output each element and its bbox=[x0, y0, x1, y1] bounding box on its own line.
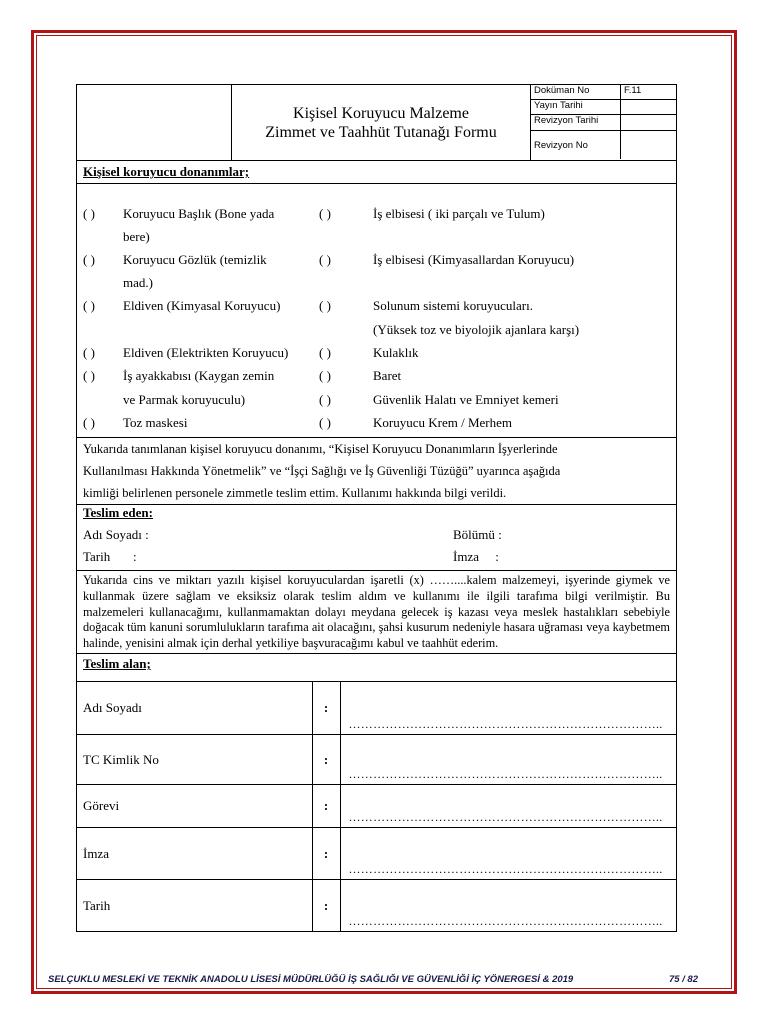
delivered-by-section bbox=[77, 505, 676, 571]
declaration-text bbox=[77, 438, 676, 505]
equipment-item: Eldiven (Elektrikten Koruyucu) bbox=[123, 345, 289, 360]
title-line-2: Zimmet ve Taahhüt Tutanağı Formu bbox=[265, 123, 497, 141]
equipment-item: İş elbisesi (Kimyasallardan Koruyucu) bbox=[373, 252, 575, 267]
equipment-list bbox=[77, 184, 676, 438]
delivered-by-department-label: Bölümü : bbox=[453, 527, 502, 542]
equipment-item: Koruyucu Krem / Merhem bbox=[373, 415, 512, 430]
meta-row bbox=[531, 85, 676, 100]
delivered-by-signature-label: İmza : bbox=[453, 549, 499, 564]
row-colon: : bbox=[312, 735, 340, 785]
equipment-item: Güvenlik Halatı ve Emniyet kemeri bbox=[373, 392, 559, 407]
meta-value: F.11 bbox=[624, 85, 642, 96]
row-colon: : bbox=[312, 828, 340, 880]
meta-row bbox=[531, 100, 676, 115]
delivered-by-heading: Teslim eden: bbox=[83, 505, 153, 520]
page-number: 75 / 82 bbox=[668, 974, 698, 985]
equipment-item: Koruyucu Gözlük (temizlik bbox=[123, 252, 267, 267]
meta-row bbox=[531, 115, 676, 131]
row-colon: : bbox=[312, 880, 340, 931]
received-by-table bbox=[77, 682, 676, 931]
equipment-heading: Kişisel koruyucu donanımlar; bbox=[77, 161, 676, 184]
page-footer bbox=[48, 974, 698, 985]
received-by-heading: Teslim alan; bbox=[77, 654, 676, 682]
row-label: Tarih bbox=[77, 880, 312, 931]
equipment-item: Baret bbox=[373, 368, 402, 383]
checkbox[interactable]: ( ) bbox=[83, 252, 95, 267]
declaration-line: kimliği belirlenen personele zimmetle teslim ettim. Kullanımı hakkında bilgi verildi. bbox=[83, 486, 507, 500]
meta-key: Revizyon Tarihi bbox=[531, 115, 621, 130]
declaration-line: Yukarıda tanımlanan kişisel koruyucu donanımı, “Kişisel Koruyucu Donanımların İşyerlerinde bbox=[83, 442, 558, 456]
checkbox[interactable]: ( ) bbox=[319, 392, 331, 407]
meta-value bbox=[621, 131, 676, 159]
meta-value bbox=[621, 100, 676, 114]
title-line-1: Kişisel Koruyucu Malzeme bbox=[293, 104, 469, 122]
row-colon: : bbox=[312, 785, 340, 828]
fill-in-field[interactable]: ………………………………………………………………….. bbox=[340, 785, 676, 828]
checkbox[interactable]: ( ) bbox=[319, 368, 331, 383]
checkbox[interactable]: ( ) bbox=[83, 368, 95, 383]
commitment-text: Yukarıda cins ve miktarı yazılı kişisel koruyuculardan işaretli (x) ……....kalem malzemeyi, işyerinde giymek ve kullanmak üzere sağlam ve eksiksiz olarak teslim aldım ve kullanımı ile ilgili tarafıma bilgi verilmiştir. Bu malzemeleri kullanacağımı, kullanmamaktan dolayı meydana gelecek iş kazası veya meslek hastalıkları sebebiyle doğacak tüm kanuni sorumlulukların tarafıma ait olacağını, şahsi kusurum nedeniyle hasara uğraması veya kaybetmem halinde, yenisini almak için derhal yetkiliye başvuracağımı kabul ve taahhüt ederim. bbox=[77, 571, 676, 654]
equipment-item: Eldiven (Kimyasal Koruyucu) bbox=[123, 298, 281, 313]
equipment-item-cont: mad.) bbox=[123, 275, 153, 290]
checkbox[interactable]: ( ) bbox=[319, 298, 331, 313]
fill-in-field[interactable]: ………………………………………………………………….. bbox=[340, 828, 676, 880]
row-label: Adı Soyadı bbox=[77, 682, 312, 735]
checkbox[interactable]: ( ) bbox=[319, 345, 331, 360]
checkbox[interactable]: ( ) bbox=[319, 206, 331, 221]
equipment-item-cont: bere) bbox=[123, 229, 150, 244]
checkbox[interactable]: ( ) bbox=[83, 206, 95, 221]
equipment-item: Toz maskesi bbox=[123, 415, 188, 430]
table-row bbox=[77, 828, 676, 880]
equipment-item: Kulaklık bbox=[373, 345, 419, 360]
row-colon: : bbox=[312, 682, 340, 735]
meta-value bbox=[621, 115, 676, 130]
meta-row bbox=[531, 131, 676, 159]
equipment-item-cont: (Yüksek toz ve biyolojik ajanlara karşı) bbox=[373, 322, 580, 337]
delivered-by-date-label: Tarih : bbox=[83, 549, 137, 564]
equipment-item: Solunum sistemi koruyucuları. bbox=[373, 298, 533, 313]
equipment-item: Koruyucu Başlık (Bone yada bbox=[123, 206, 275, 221]
table-row bbox=[77, 735, 676, 785]
checkbox[interactable]: ( ) bbox=[83, 415, 95, 430]
meta-key: Doküman No bbox=[531, 85, 621, 99]
table-row bbox=[77, 785, 676, 828]
form-title bbox=[232, 85, 531, 160]
table-row bbox=[77, 880, 676, 931]
equipment-item-cont: ve Parmak koruyuculu) bbox=[123, 392, 246, 407]
meta-key: Revizyon No bbox=[531, 131, 621, 159]
checkbox[interactable]: ( ) bbox=[83, 298, 95, 313]
checkbox[interactable]: ( ) bbox=[319, 252, 331, 267]
equipment-item: İş ayakkabısı (Kaygan zemin bbox=[123, 368, 275, 383]
row-label: TC Kimlik No bbox=[77, 735, 312, 785]
fill-in-field[interactable]: ………………………………………………………………….. bbox=[340, 735, 676, 785]
equipment-item: İş elbisesi ( iki parçalı ve Tulum) bbox=[373, 206, 545, 221]
document-meta bbox=[531, 85, 676, 160]
footer-title: SELÇUKLU MESLEKİ VE TEKNİK ANADOLU LİSESİ MÜDÜRLÜĞÜ İŞ SAĞLIĞI VE GÜVENLİĞİ İÇ YÖNERGESİ & 2019 bbox=[48, 974, 574, 985]
table-row bbox=[77, 682, 676, 735]
meta-key: Yayın Tarihi bbox=[531, 100, 621, 114]
delivered-by-name-label: Adı Soyadı : bbox=[83, 527, 149, 542]
form-document bbox=[76, 84, 677, 932]
checkbox[interactable]: ( ) bbox=[319, 415, 331, 430]
form-header bbox=[77, 85, 676, 161]
checkbox[interactable]: ( ) bbox=[83, 345, 95, 360]
logo-cell bbox=[77, 85, 232, 160]
row-label: İmza bbox=[77, 828, 312, 880]
fill-in-field[interactable]: ………………………………………………………………….. bbox=[348, 913, 663, 928]
row-label: Görevi bbox=[77, 785, 312, 828]
fill-in-field[interactable]: ………………………………………………………………….. bbox=[340, 682, 676, 735]
declaration-line: Kullanılması Hakkında Yönetmelik” ve “İşçi Sağlığı ve İş Güvenliği Tüzüğü” uyarınca aşağıda bbox=[83, 464, 561, 478]
